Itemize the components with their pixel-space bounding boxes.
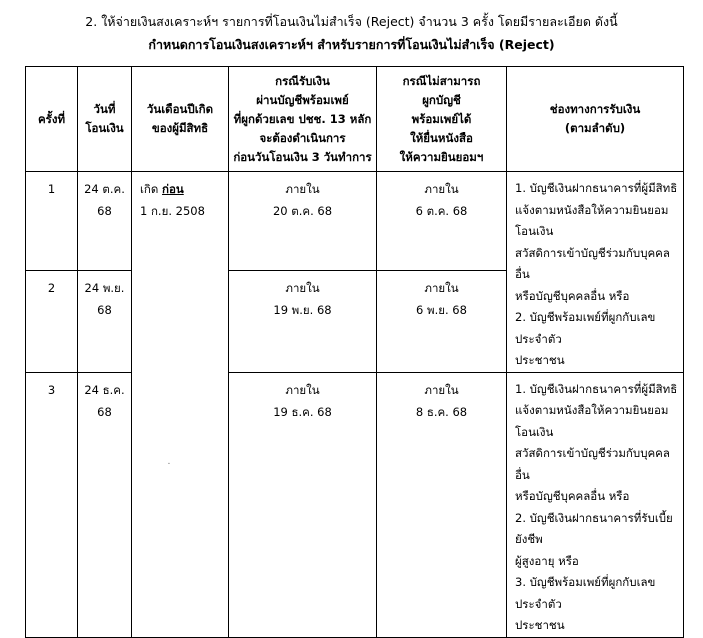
schedule-table: [25, 66, 684, 638]
round-cell: 2: [26, 270, 78, 372]
header-round: ครั้งที่: [26, 67, 78, 172]
table-row: [26, 372, 684, 637]
round-cell: 1: [26, 172, 78, 271]
header-consent-letter-deadline: กรณีไม่สามารถ ผูกบัญชี พร้อมเพย์ได้ ให้ยื่นหนังสือ ให้ความยินยอมฯ: [377, 67, 507, 172]
table-header-row: [26, 67, 684, 172]
birth-date-cell: เกิด ก่อน 1 ก.ย. 2508: [132, 172, 229, 638]
consent-letter-deadline-cell: ภายใน 6 พ.ย. 68: [377, 270, 507, 372]
consent-letter-deadline-cell: ภายใน 8 ธ.ค. 68: [377, 372, 507, 637]
header-transfer-date: วันที่ โอนเงิน: [78, 67, 132, 172]
section-heading: 2. ให้จ่ายเงินสงเคราะห์ฯ รายการที่โอนเงินไม่สำเร็จ (Reject) จำนวน 3 ครั้ง โดยมีรายละเอียด ดังนี้: [85, 14, 618, 29]
table-row: [26, 172, 684, 271]
payment-channel-cell: 1. บัญชีเงินฝากธนาคารที่ผู้มีสิทธิ แจ้งตามหนังสือให้ความยินยอมโอนเงิน สวัสดิการเข้าบัญชีร่วมกับบุคคลอื่น หรือบัญชีบุคคลอื่น หรือ 2. บัญชีพร้อมเพย์ที่ผูกกับเลขประจำตัว ประชาชน: [507, 172, 684, 373]
payment-channel-cell: 1. บัญชีเงินฝากธนาคารที่ผู้มีสิทธิ แจ้งตามหนังสือให้ความยินยอมโอนเงิน สวัสดิการเข้าบัญชีร่วมกับบุคคลอื่น หรือบัญชีบุคคลอื่น หรือ 2. บัญชีเงินฝากธนาคารที่รับเบี้ยยังชีพ ผู้สูงอายุ หรือ 3. บัญชีพร้อมเพย์ที่ผูกกับเลขประจำตัว ประชาชน: [507, 372, 684, 637]
transfer-date-cell: 24 ต.ค. 68: [78, 172, 132, 271]
transfer-date-cell: 24 พ.ย. 68: [78, 270, 132, 372]
header-promptpay-deadline: กรณีรับเงิน ผ่านบัญชีพร้อมเพย์ ที่ผูกด้วยเลข ปชช. 13 หลัก จะต้องดำเนินการ ก่อนวันโอนเงิน 3 วันทำการ: [229, 67, 377, 172]
table-title: กำหนดการโอนเงินสงเคราะห์ฯ สำหรับรายการที่โอนเงินไม่สำเร็จ (Reject): [148, 37, 555, 52]
transfer-date-cell: 24 ธ.ค. 68: [78, 372, 132, 637]
round-cell: 3: [26, 372, 78, 637]
promptpay-deadline-cell: ภายใน 19 พ.ย. 68: [229, 270, 377, 372]
header-birth-date: วันเดือนปีเกิด ของผู้มีสิทธิ: [132, 67, 229, 172]
consent-letter-deadline-cell: ภายใน 6 ต.ค. 68: [377, 172, 507, 271]
header-payment-channel: ช่องทางการรับเงิน (ตามลำดับ): [507, 67, 684, 172]
promptpay-deadline-cell: ภายใน 19 ธ.ค. 68: [229, 372, 377, 637]
promptpay-deadline-cell: ภายใน 20 ต.ค. 68: [229, 172, 377, 271]
